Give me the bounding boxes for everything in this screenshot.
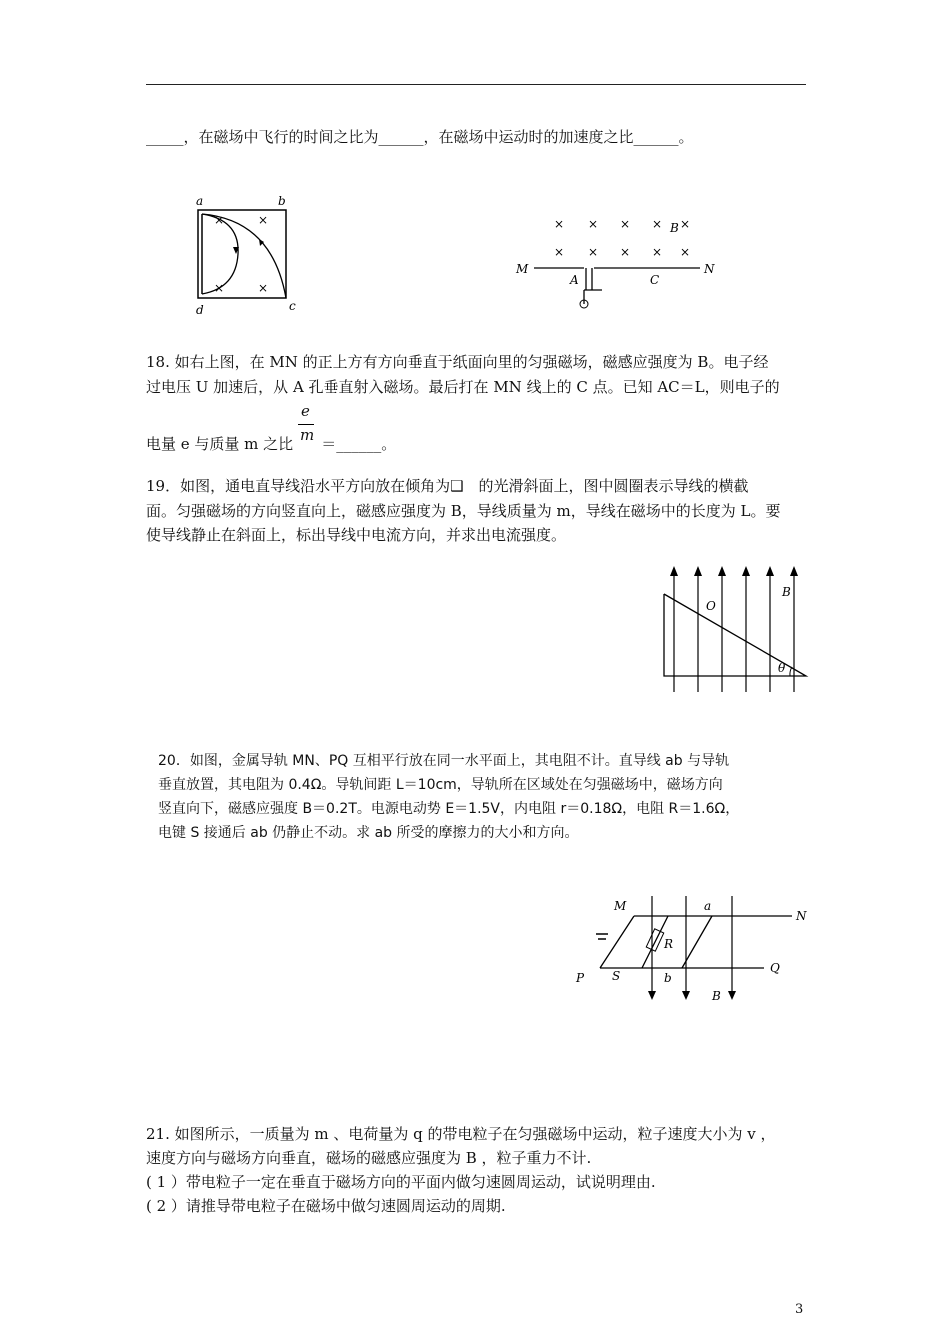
label-M-rail: M xyxy=(614,899,627,913)
label-C: C xyxy=(650,273,660,287)
svg-text:×: × xyxy=(588,217,599,231)
q20-line2: 垂直放置，其电阻为 0.4Ω。导轨间距 L＝10cm，导轨所在区域处在匀强磁场中，磁场方向 xyxy=(158,777,723,793)
label-b-rail: b xyxy=(664,971,672,985)
q20-line1: 20．如图，金属导轨 MN、PQ 互相平行放在同一水平面上，其电阻不计。直导线 ab 与导轨 xyxy=(158,753,730,769)
svg-text:×: × xyxy=(214,281,225,295)
label-N-rail: N xyxy=(796,909,807,923)
svg-text:×: × xyxy=(652,217,663,231)
label-Q: Q xyxy=(770,961,780,975)
page-number: 3 xyxy=(795,1302,804,1317)
incline-figure xyxy=(660,562,810,694)
svg-text:×: × xyxy=(258,281,269,295)
svg-text:×: × xyxy=(620,217,631,231)
label-B: B xyxy=(670,221,679,235)
svg-text:×: × xyxy=(214,213,225,227)
svg-text:×: × xyxy=(554,217,565,231)
svg-text:×: × xyxy=(680,217,691,231)
svg-text:×: × xyxy=(258,213,269,227)
label-c: c xyxy=(289,299,296,313)
q19-line1: 19．如图，通电直导线沿水平方向放在倾角为❑ 的光滑斜面上，图中圆圈表示导线的横截 xyxy=(146,477,749,495)
q17-line: _____，在磁场中飞行的时间之比为______，在磁场中运动时的加速度之比______。 xyxy=(146,128,694,146)
q21-line3: ( 1 ）带电粒子一定在垂直于磁场方向的平面内做匀速圆周运动，试说明理由. xyxy=(146,1173,656,1191)
fraction-denominator: m xyxy=(300,426,315,444)
q21-line1: 21. 如图所示，一质量为 m 、电荷量为 q 的带电粒子在匀强磁场中运动，粒子速度大小为 v ， xyxy=(146,1125,776,1143)
label-O: O xyxy=(706,599,716,613)
fraction-bar xyxy=(298,424,314,425)
header-rule xyxy=(146,84,806,85)
q18-line1: 18. 如右上图，在 MN 的正上方有方向垂直于纸面向里的匀强磁场，磁感应强度为 B。电子经 xyxy=(146,353,769,371)
label-A: A xyxy=(570,273,579,287)
label-P: P xyxy=(576,971,585,985)
rails-circuit-figure xyxy=(572,890,812,1006)
q21-line2: 速度方向与磁场方向垂直，磁场的磁感应强度为 B ，粒子重力不计. xyxy=(146,1149,592,1167)
label-b: b xyxy=(278,194,286,208)
square-field-figure xyxy=(188,190,298,320)
label-a-rail: a xyxy=(704,899,712,913)
q20-line4: 电键 S 接通后 ab 仍静止不动。求 ab 所受的摩擦力的大小和方向。 xyxy=(158,825,579,841)
label-B-rail: B xyxy=(712,989,721,1003)
q18-line3: 电量 e 与质量 m 之比 ＝______。 xyxy=(146,435,397,453)
label-M: M xyxy=(516,262,529,276)
svg-text:×: × xyxy=(554,245,565,259)
label-N: N xyxy=(704,262,715,276)
mn-field-figure xyxy=(514,210,724,315)
q20-line3: 竖直向下，磁感应强度 B＝0.2T。电源电动势 E＝1.5V，内电阻 r＝0.18Ω，电阻 R＝1.6Ω， xyxy=(158,801,740,817)
label-a: a xyxy=(196,194,204,208)
svg-text:×: × xyxy=(588,245,599,259)
svg-text:×: × xyxy=(680,245,691,259)
q21-line4: ( 2 ）请推导带电粒子在磁场中做匀速圆周运动的周期. xyxy=(146,1197,506,1215)
q18-line2: 过电压 U 加速后，从 A 孔垂直射入磁场。最后打在 MN 线上的 C 点。已知 AC＝L，则电子的 xyxy=(146,378,780,396)
label-S: S xyxy=(612,969,621,983)
fraction-numerator: e xyxy=(301,402,310,420)
label-d: d xyxy=(196,303,204,317)
svg-text:×: × xyxy=(620,245,631,259)
label-B-incline: B xyxy=(782,585,791,599)
label-theta: θ xyxy=(778,661,786,675)
label-R: R xyxy=(664,937,674,951)
q19-line3: 使导线静止在斜面上，标出导线中电流方向，并求出电流强度。 xyxy=(146,526,567,544)
svg-text:×: × xyxy=(652,245,663,259)
q19-line2: 面。匀强磁场的方向竖直向上，磁感应强度为 B，导线质量为 m，导线在磁场中的长度为 L。要 xyxy=(146,502,781,520)
